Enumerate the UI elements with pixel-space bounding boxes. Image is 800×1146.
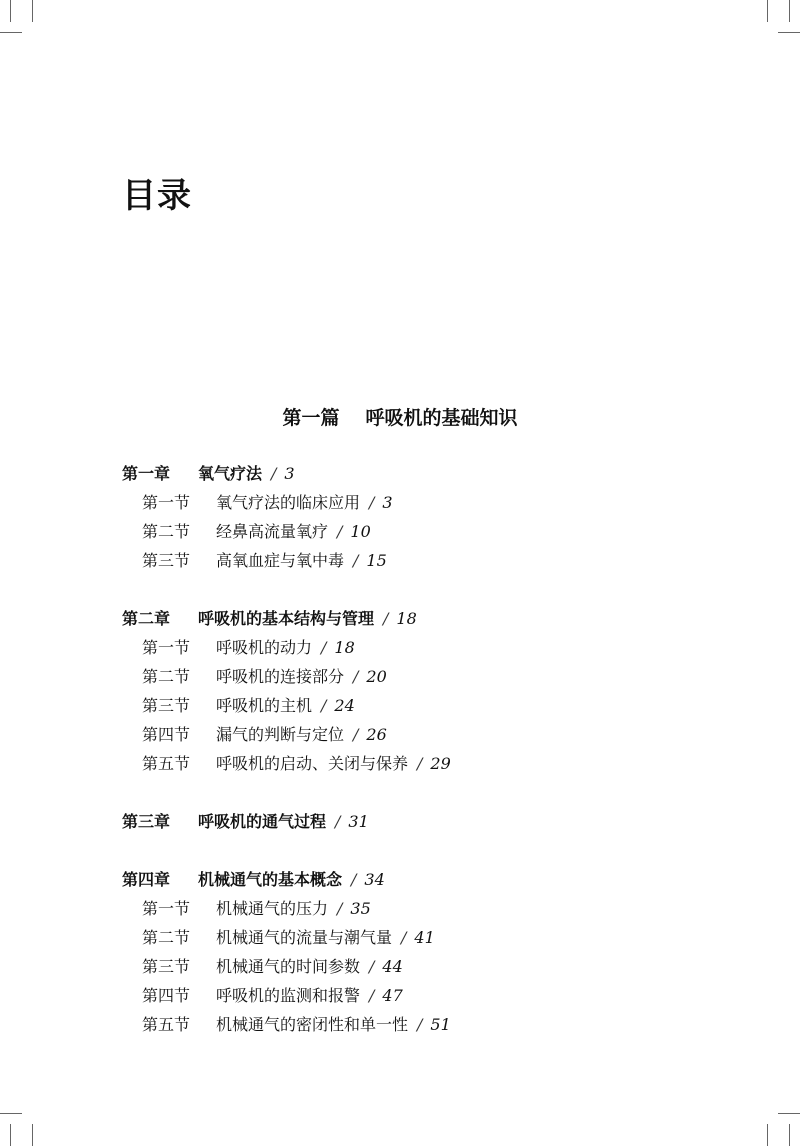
page-number: 44 xyxy=(382,957,403,976)
page-separator: / xyxy=(383,609,389,628)
section-title: 经鼻高流量氧疗 xyxy=(216,522,329,541)
chapter-label: 第一章 xyxy=(122,464,171,483)
section-entry[interactable] xyxy=(142,986,403,1006)
section-title: 高氧血症与氧中毒 xyxy=(216,551,345,570)
section-title: 呼吸机的启动、关闭与保养 xyxy=(216,754,409,773)
chapter-entry[interactable] xyxy=(122,609,417,629)
page-number: 29 xyxy=(430,754,451,773)
crop-mark-bottom-left xyxy=(10,1124,11,1146)
section-title: 机械通气的流量与潮气量 xyxy=(216,928,393,947)
chapter-entry[interactable] xyxy=(122,812,369,832)
section-entry[interactable] xyxy=(142,493,393,513)
section-label: 第二节 xyxy=(142,667,191,686)
page-separator: / xyxy=(353,725,359,744)
page-number: 20 xyxy=(366,667,387,686)
page-number: 34 xyxy=(364,870,385,889)
crop-mark-top-right xyxy=(778,32,800,33)
page-number: 18 xyxy=(396,609,417,628)
page-separator: / xyxy=(353,667,359,686)
section-entry[interactable] xyxy=(142,638,355,658)
chapter-entry[interactable] xyxy=(122,870,385,890)
section-label: 第二节 xyxy=(142,928,191,947)
section-title: 呼吸机的动力 xyxy=(216,638,313,657)
section-title: 机械通气的时间参数 xyxy=(216,957,361,976)
part-label: 第一篇 xyxy=(282,407,340,429)
page-separator: / xyxy=(369,986,375,1005)
page-separator: / xyxy=(335,812,341,831)
section-entry[interactable] xyxy=(142,1015,451,1035)
section-title: 机械通气的密闭性和单一性 xyxy=(216,1015,409,1034)
page-separator: / xyxy=(401,928,407,947)
chapter-entry[interactable] xyxy=(122,464,295,484)
page-separator: / xyxy=(337,522,343,541)
section-entry[interactable] xyxy=(142,754,451,774)
section-label: 第三节 xyxy=(142,551,191,570)
chapter-label: 第四章 xyxy=(122,870,171,889)
page-number: 47 xyxy=(382,986,403,1005)
page-number: 24 xyxy=(334,696,355,715)
section-label: 第三节 xyxy=(142,696,191,715)
page-number: 3 xyxy=(284,464,295,483)
section-entry[interactable] xyxy=(142,957,403,977)
section-label: 第五节 xyxy=(142,1015,191,1034)
section-title: 呼吸机的监测和报警 xyxy=(216,986,361,1005)
crop-mark-bottom-right xyxy=(767,1124,768,1146)
section-label: 第四节 xyxy=(142,725,191,744)
section-label: 第一节 xyxy=(142,899,191,918)
page-separator: / xyxy=(321,696,327,715)
page-title: 目录 xyxy=(122,176,192,216)
part-title: 呼吸机的基础知识 xyxy=(365,407,518,429)
page-separator: / xyxy=(337,899,343,918)
page-number: 18 xyxy=(334,638,355,657)
page-number: 51 xyxy=(430,1015,451,1034)
page-number: 41 xyxy=(414,928,435,947)
page-separator: / xyxy=(369,957,375,976)
chapter-label: 第三章 xyxy=(122,812,171,831)
section-entry[interactable] xyxy=(142,522,371,542)
chapter-title: 机械通气的基本概念 xyxy=(198,870,343,889)
page-number: 26 xyxy=(366,725,387,744)
section-title: 机械通气的压力 xyxy=(216,899,329,918)
section-entry[interactable] xyxy=(142,696,355,716)
section-entry[interactable] xyxy=(142,667,387,687)
page-number: 3 xyxy=(382,493,393,512)
section-label: 第一节 xyxy=(142,638,191,657)
crop-mark-bottom-left xyxy=(0,1113,22,1114)
chapter-title: 呼吸机的通气过程 xyxy=(198,812,327,831)
page-number: 10 xyxy=(350,522,371,541)
page-separator: / xyxy=(351,870,357,889)
page-separator: / xyxy=(321,638,327,657)
section-label: 第五节 xyxy=(142,754,191,773)
section-entry[interactable] xyxy=(142,928,435,948)
crop-mark-top-right xyxy=(767,0,768,22)
section-entry[interactable] xyxy=(142,725,387,745)
page-number: 31 xyxy=(348,812,369,831)
crop-mark-top-left xyxy=(0,32,22,33)
page-separator: / xyxy=(369,493,375,512)
section-title: 漏气的判断与定位 xyxy=(216,725,345,744)
page-number: 15 xyxy=(366,551,387,570)
section-label: 第一节 xyxy=(142,493,191,512)
crop-mark-top-right xyxy=(789,0,790,22)
section-label: 第三节 xyxy=(142,957,191,976)
section-entry[interactable] xyxy=(142,899,371,919)
section-title: 呼吸机的主机 xyxy=(216,696,313,715)
page-separator: / xyxy=(353,551,359,570)
chapter-label: 第二章 xyxy=(122,609,171,628)
page-separator: / xyxy=(417,1015,423,1034)
crop-mark-top-left xyxy=(32,0,33,22)
crop-mark-bottom-right xyxy=(789,1124,790,1146)
crop-mark-bottom-right xyxy=(778,1113,800,1114)
section-title: 呼吸机的连接部分 xyxy=(216,667,345,686)
section-label: 第二节 xyxy=(142,522,191,541)
section-entry[interactable] xyxy=(142,551,387,571)
part-heading xyxy=(0,403,800,430)
crop-mark-top-left xyxy=(10,0,11,22)
section-label: 第四节 xyxy=(142,986,191,1005)
page-separator: / xyxy=(271,464,277,483)
chapter-title: 呼吸机的基本结构与管理 xyxy=(198,609,375,628)
page-separator: / xyxy=(417,754,423,773)
section-title: 氧气疗法的临床应用 xyxy=(216,493,361,512)
crop-mark-bottom-left xyxy=(32,1124,33,1146)
page-number: 35 xyxy=(350,899,371,918)
chapter-title: 氧气疗法 xyxy=(198,464,263,483)
